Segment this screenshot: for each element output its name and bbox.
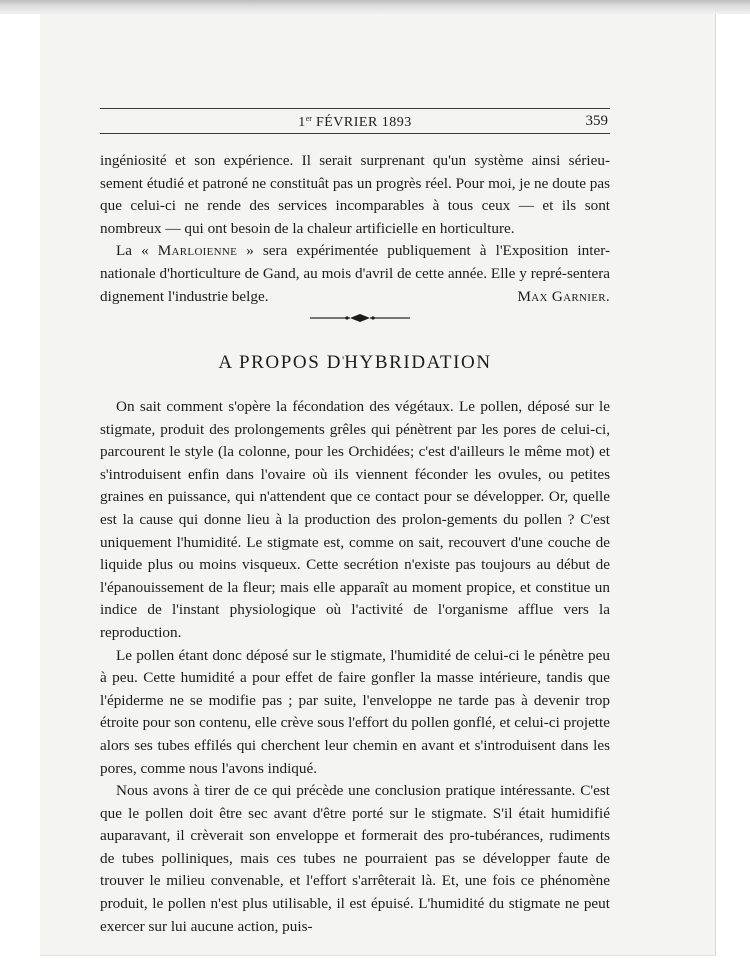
page-header bbox=[100, 102, 610, 134]
title-start: A PROPOS D bbox=[218, 352, 343, 373]
date-day: 1 bbox=[298, 115, 306, 130]
body-paragraph: On sait comment s'opère la fécondation des végétaux. Le pollen, déposé sur le stigmate, produit des prolongements grêles qui pénètrent par les pores de celui-ci, parcourent le style (la colonne, pour les Orchidées; c'est d'ailleurs le même mot) et s'introduisent enfin dans l'ovaire où ils viennent féconder les ovules, ou petites graines en puissance, qui n'attendent que ce contact pour se développer. Or, quelle est la cause qui donne lieu à la production des prolon-gements du pollen ? C'est uniquement l'humidité. Le stigmate est, comme on sait, recouvert d'une couche de liquide plus ou moins visqueux. Cette secrétion n'existe pas toujours au début de l'épanouissement de la fleur; mais elle apparaît au moment propice, et constitue un indice de l'instant physiologique où l'activité de l'organisme afflue vers la reproduction. bbox=[100, 398, 610, 641]
previous-article-ending bbox=[100, 150, 610, 308]
title-apostrophe: ' bbox=[342, 353, 345, 367]
exhibition-paragraph bbox=[100, 240, 610, 308]
product-name: Marloienne bbox=[157, 242, 238, 260]
scan-top-edge bbox=[0, 0, 750, 14]
body-paragraph: Nous avons à tirer de ce qui précède une conclusion pratique intéressante. C'est que le pollen doit être sec avant d'être porté sur le stigmate. S'il était humidifié auparavant, il crèverait son enveloppe et formerait des pro-tubérances, rudiments de tubes polliniques, mais ces tubes ne pourraient pas se développer faute de trouver le milieu convenable, et l'effort s'arrêterait là. Et, une fois ce phénomène produit, le pollen n'est plus utilisable, il est épuisé. L'humidité du stigmate ne peut exercer sur lui aucune action, puis- bbox=[100, 782, 610, 935]
exhibition-text: sera expérimentée publiquement à l'Exposition inter-nationale d'horticulture de Gand, au mois d'avril de cette année. Elle y repré-sentera dignement l'industrie belge. bbox=[100, 242, 611, 305]
continuation-line: sement étudié et patroné ne constituât pas un progrès réel. Pour moi, je ne bbox=[100, 174, 549, 192]
page-number: 359 bbox=[585, 113, 608, 129]
header-rule-bottom bbox=[100, 133, 610, 134]
date-day-suffix: er bbox=[305, 114, 312, 123]
continuation-line: ingéniosité et son expérience. Il serait surprenant qu'un système ainsi sérieu- bbox=[100, 152, 610, 169]
quote-close: » bbox=[246, 242, 254, 260]
scan-margin bbox=[0, 0, 40, 969]
section-title bbox=[100, 352, 610, 374]
article-body bbox=[100, 396, 610, 938]
running-head-date bbox=[100, 114, 610, 131]
continuation-line: sont nombreux — qui ont besoin de la chaleur artificielle en horticulture. bbox=[100, 197, 611, 237]
body-paragraph: Le pollen étant donc déposé sur le stigmate, l'humidité de celui-ci le pénètre peu à peu. Cette humidité a pour effet de faire gonfler la masse intérieure, tandis que l'épiderme ne se modifie pas ; par suite, l'enveloppe ne tarde pas à devenir trop étroite pour son contenu, elle crève sous l'effort du pollen gonflé, et celui-ci projette alors ses tubes effilés qui cherchent leur chemin en avant et s'introduisent dans les pores, comme nous l'avons indiqué. bbox=[100, 646, 610, 777]
ornament-divider bbox=[310, 311, 410, 325]
continuation-line: doute pas que celui-ci ne rende des services incomparables à tous ceux — et ils bbox=[100, 174, 610, 215]
author-signature: Max Garnier. bbox=[517, 287, 610, 305]
continuation-paragraph bbox=[100, 150, 610, 240]
header-rule-top bbox=[100, 108, 610, 109]
title-end: HYBRIDATION bbox=[344, 352, 492, 373]
quote-open: La « bbox=[116, 242, 149, 260]
date-month-year: FÉVRIER 1893 bbox=[315, 115, 412, 130]
